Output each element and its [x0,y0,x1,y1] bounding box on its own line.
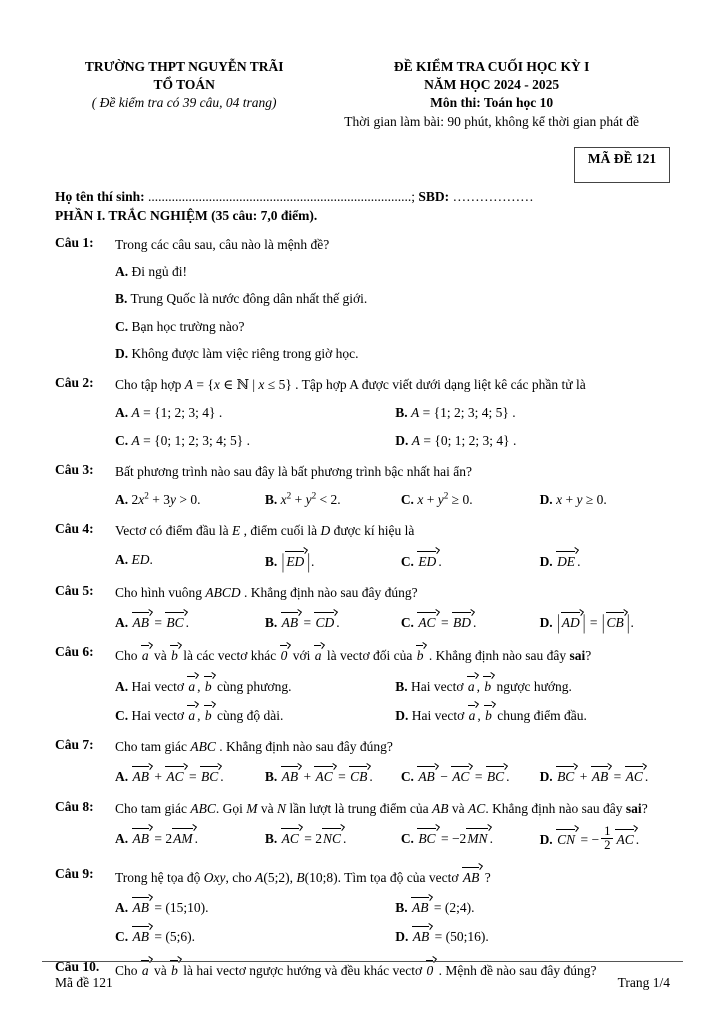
student-name-label: Họ tên thí sinh: [55,188,145,204]
question-label: Câu 7: [55,737,94,753]
option-text: AB = (50;16). [412,929,489,945]
options [115,889,670,948]
option-key: C. [115,318,129,334]
department-name: TỔ TOÁN [153,77,215,93]
question-text: Cho a và b là hai vectơ ngược hướng và đều khác vectơ 0 . Mệnh đề nào sau đây đúng? [115,962,597,978]
option-key: C. [115,432,129,448]
school-name: TRƯỜNG THPT NGUYỄN TRÃI [84,59,284,74]
option-text: | ED |. [281,549,315,573]
option-key: B. [264,615,278,631]
school-year: NĂM HỌC 2024 - 2025 [424,77,560,93]
option-key: C. [115,707,129,723]
option-key: D. [395,929,409,945]
question-body [115,462,670,511]
option-text: AC = BD . [418,615,477,631]
exam-code: MÃ ĐỀ 121 [587,150,657,166]
sbd-dots: ……………… [449,188,534,204]
option [265,827,401,855]
option-key: C. [400,553,414,569]
question [55,583,670,634]
question-label: Câu 5: [55,582,94,598]
option-key: C. [400,769,414,785]
option-key: D. [395,432,409,448]
duration-line: Thời gian làm bài: 90 phút, không kể thời gian phát đề [344,113,639,129]
option-text: A = {1; 2; 3; 4; 5} . [411,405,516,421]
question-list [55,235,670,981]
question-label: Câu 4: [55,521,94,537]
question-text: Trong các câu sau, câu nào là mệnh đề? [115,236,330,252]
option-text: Bạn học trường nào? [128,318,245,334]
option [115,490,265,510]
option [395,431,670,451]
option [115,262,670,282]
option [265,611,401,633]
school-block [55,58,313,131]
option-key: C. [400,492,414,508]
option-text: AB = 2AM . [132,830,198,846]
option [539,823,670,855]
question [55,799,670,855]
student-name-dots: ..............................................................................; [144,188,416,204]
question [55,737,670,788]
question-body [115,583,670,634]
question-text: Cho tập hợp A = {x ∈ ℕ | x ≤ 5} . Tập hợp A được viết dưới dạng liệt kê các phần tử là [115,377,586,393]
option [401,611,540,633]
option-text: AB = CD . [281,615,340,631]
option [115,317,670,337]
option-text: Trung Quốc là nước đông dân nhất thế giới. [127,291,368,307]
question-label: Câu 2: [55,375,94,391]
option-key: C. [400,615,414,631]
question-label: Câu 8: [55,798,94,814]
option-key: D. [539,553,553,569]
option-text: Hai vectơ a , b ngược hướng. [407,678,572,694]
option [401,827,540,855]
question-body [115,799,670,855]
option-key: A. [115,900,129,916]
option-text: Đi ngủ đi! [128,264,187,280]
option-key: B. [264,830,278,846]
option [395,925,670,947]
option-key: B. [264,769,278,785]
option [115,611,265,633]
option-key: C. [115,929,129,945]
option-key: A. [115,615,129,631]
option [115,765,265,787]
options [115,758,670,787]
option [395,675,670,697]
section-title: PHẦN I. TRẮC NGHIỆM (35 câu: 7,0 điểm). [55,207,318,223]
question-body [115,521,670,572]
option [265,550,401,572]
option-text: BC = −2MN . [418,830,493,846]
option-key: A. [115,405,129,421]
option-text: AC = 2NC . [281,830,347,846]
options [115,668,670,727]
option [115,431,395,451]
option-key: A. [115,769,129,785]
footer-page-number: Trang 1/4 [617,975,670,990]
option-text: AB + AC = CB . [281,769,373,785]
exam-note: ( Đề kiểm tra có 39 câu, 04 trang) [91,95,277,111]
options [115,543,670,572]
option-text: $2x^2 + 3y > 0$. [128,490,201,508]
option-key: B. [115,291,128,307]
option [115,675,395,697]
option [115,896,395,918]
option [395,896,670,918]
student-info-line [55,189,670,205]
option [115,704,395,726]
question [55,521,670,572]
question-label: Câu 9: [55,865,94,881]
question [55,462,670,511]
question-text: Cho a và b là các vectơ khác 0 với a là vectơ đối của b . Khẳng định nào sau đây sai? [115,648,592,664]
option-text: AB = BC . [132,615,190,631]
option-text: A = {0; 1; 2; 3; 4; 5} . [131,432,250,448]
option-key: A. [115,830,129,846]
option-text: $x + y^2 \ge 0$. [417,490,473,508]
question-text: Cho tam giác ABC . Khẳng định nào sau đây đúng? [115,739,393,755]
question-text: Trong hệ tọa độ Oxy, cho A(5;2), B(10;8). Tìm tọa độ của vectơ AB ? [115,869,491,885]
footer-exam-code: Mã đề 121 [55,975,113,990]
option-text: A = {1; 2; 3; 4} . [131,405,223,421]
option-text: AB = (5;6). [132,929,195,945]
question [55,866,670,948]
question [55,375,670,451]
option-text: Hai vectơ a , b chung điểm đầu. [408,707,587,723]
option-text: AB = (2;4). [412,900,475,916]
question-text: Cho hình vuông ABCD . Khẳng định nào sau đây đúng? [115,584,418,600]
option-key: B. [264,553,278,569]
question-body [115,866,670,948]
option-text: ED . [418,553,442,569]
question [55,235,670,364]
option-text: A = {0; 1; 2; 3; 4} . [411,432,517,448]
option-text: | AD | = | CB |. [557,610,634,634]
option-text: AB + AC = BC . [132,769,224,785]
question [55,644,670,726]
options [115,820,670,855]
option-text: AB = (15;10). [132,900,209,916]
subject-line: Môn thi: Toán học 10 [430,95,554,111]
question-text: Vectơ có điểm đầu là E , điểm cuối là D được kí hiệu là [115,523,415,539]
option [540,550,670,572]
option [115,827,265,855]
option-text: CN = − $\frac{1}{2}$ AC . [557,823,640,853]
footer [42,958,683,991]
sbd-label: SBD: [415,188,450,204]
options [115,483,670,510]
option [115,289,670,309]
exam-title: ĐỀ KIỂM TRA CUỐI HỌC KỲ I [393,59,590,74]
option-text: ED. [131,551,153,567]
option [401,490,540,510]
option-key: D. [395,707,409,723]
question-body [115,737,670,788]
options [115,604,670,633]
option-text: Hai vectơ a , b cùng phương. [128,678,292,694]
option-key: A. [115,678,129,694]
option [401,550,540,572]
option [265,765,401,787]
option-text: Hai vectơ a , b cùng độ dài. [128,707,284,723]
option-text: BC + AB = AC . [557,769,649,785]
question-text: Cho tam giác ABC. Gọi M và N lần lượt là trung điểm của AB và AC. Khẳng định nào sau đây sai? [115,800,648,816]
option-key: A. [115,492,129,508]
exam-info-block [313,58,670,131]
option-key: D. [115,345,129,361]
option [265,490,401,510]
option-key: B. [264,492,278,508]
option-text: DE . [557,553,581,569]
option-key: A. [115,264,129,280]
option [115,550,265,572]
option-key: B. [395,678,408,694]
options [115,396,670,451]
option [115,344,670,364]
option [115,925,395,947]
option-text: x + y ≥ 0. [556,492,607,508]
option-key: D. [539,615,553,631]
question-body [115,644,670,726]
option [401,765,540,787]
exam-code-box [574,147,670,183]
option [395,403,670,423]
option-text: $x^2 + y^2 < 2$. [280,490,341,508]
option-key: A. [115,551,129,567]
option-key: D. [539,831,553,847]
option-key: D. [539,769,553,785]
question-body [115,235,670,364]
option-key: C. [400,830,414,846]
options [115,262,670,364]
question-label: Câu 6: [55,644,94,660]
option [540,490,670,510]
question-body [115,375,670,451]
option-key: B. [395,405,408,421]
header [55,58,670,131]
question-label: Câu 3: [55,461,94,477]
option-key: B. [395,900,408,916]
option [540,611,670,633]
option [540,765,670,787]
option-key: D. [539,492,553,508]
option [395,704,670,726]
question-label: Câu 10. [55,958,100,974]
question-text: Bất phương trình nào sau đây là bất phương trình bậc nhất hai ẩn? [115,463,472,479]
question-label: Câu 1: [55,234,94,250]
option-text: Không được làm việc riêng trong giờ học. [128,345,359,361]
option-text: AB − AC = BC . [418,769,510,785]
option [115,403,395,423]
